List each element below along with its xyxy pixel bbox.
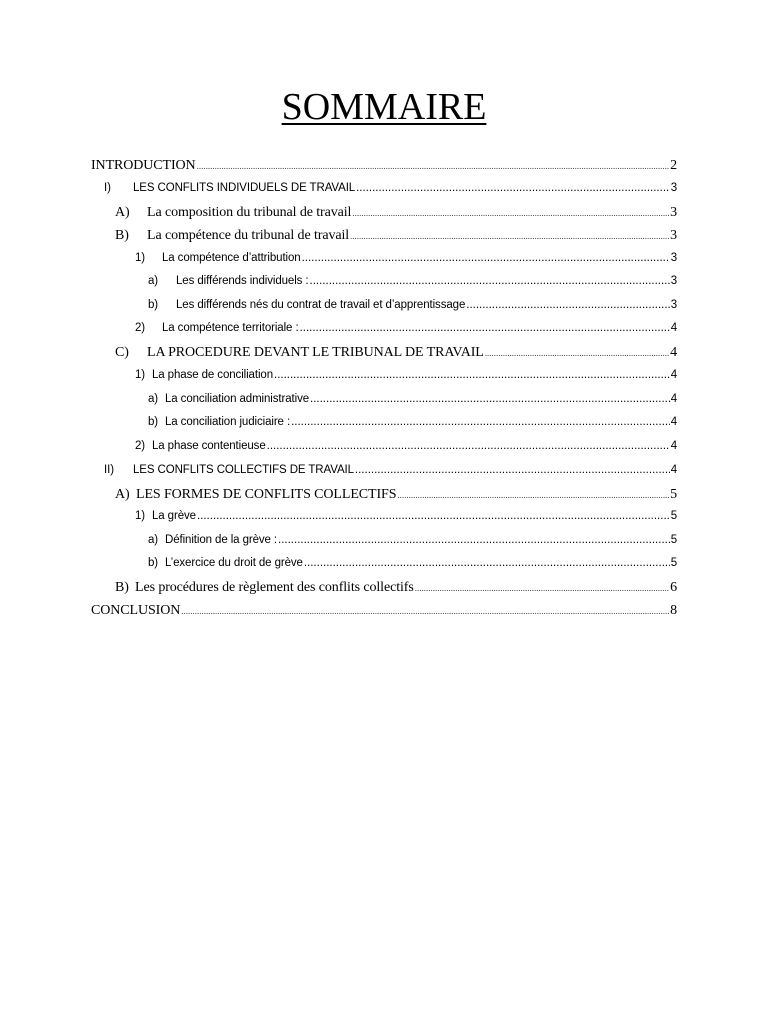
toc-entry-part-2: [104, 464, 677, 484]
toc-number: A): [115, 205, 130, 220]
dot-leader: [267, 440, 670, 452]
dot-leader: [278, 534, 670, 546]
toc-label: CONCLUSION: [91, 603, 181, 618]
toc-number: b): [148, 557, 159, 569]
toc-entry-part-1: [104, 182, 677, 202]
toc-page-number: 5: [670, 534, 677, 546]
dot-leader: [291, 416, 670, 428]
toc-number: 2): [135, 322, 146, 334]
toc-number: B): [115, 228, 129, 243]
toc-entry-item-1b1b: [148, 299, 677, 319]
dot-leader: [274, 369, 670, 381]
dot-leader: [415, 580, 669, 596]
toc-number: II): [104, 464, 114, 476]
toc-label: La conciliation administrative: [165, 393, 310, 405]
toc-entry-item-1c1b: [148, 416, 677, 436]
toc-label: La phase contentieuse: [152, 440, 266, 452]
toc-number: 1): [135, 252, 146, 264]
toc-page-number: 2: [670, 158, 677, 173]
dot-leader: [304, 557, 670, 569]
toc-number: I): [104, 182, 111, 194]
dot-leader: [350, 228, 669, 244]
dot-leader: [310, 393, 670, 405]
toc-label: LES FORMES DE CONFLITS COLLECTIFS: [136, 487, 397, 502]
toc-page-number: 5: [670, 510, 677, 522]
dot-leader: [300, 322, 670, 334]
dot-leader: [302, 252, 670, 264]
toc-page-number: 4: [670, 464, 677, 476]
toc-label: LA PROCEDURE DEVANT LE TRIBUNAL DE TRAVAIL: [147, 345, 484, 360]
toc-entry-subsection-2a1: [135, 510, 677, 530]
dot-leader: [197, 510, 670, 522]
toc-page-number: 4: [670, 345, 677, 360]
toc-number: A): [115, 487, 130, 502]
toc-page-number: 4: [670, 440, 677, 452]
toc-label: La phase de conciliation: [152, 369, 273, 381]
toc-label: La conciliation judiciaire :: [165, 416, 291, 428]
dot-leader: [356, 182, 670, 194]
toc-label: Les différends individuels :: [176, 275, 309, 287]
toc-entry-subsection-1b2: [135, 322, 677, 342]
toc-page-number: 8: [670, 603, 677, 618]
toc-page-number: 5: [670, 487, 677, 502]
toc-entry-section-1c: [115, 345, 677, 365]
toc-page-number: 3: [670, 275, 677, 287]
dot-leader: [352, 205, 669, 221]
toc-number: a): [148, 275, 159, 287]
toc-entry-section-1b: [115, 228, 677, 248]
dot-leader: [310, 275, 670, 287]
dot-leader: [485, 345, 669, 361]
toc-label: La composition du tribunal de travail: [147, 205, 352, 220]
toc-label: La compétence d’attribution: [162, 252, 301, 264]
toc-number: 2): [135, 440, 146, 452]
toc-entry-item-2a1a: [148, 534, 677, 554]
toc-page-number: 4: [670, 322, 677, 334]
dot-leader: [397, 487, 669, 503]
toc-entry-section-1a: [115, 205, 677, 225]
toc-number: B): [115, 580, 129, 595]
toc-page-number: 3: [670, 228, 677, 243]
toc-entry-item-1c1a: [148, 393, 677, 413]
toc-number: b): [148, 416, 159, 428]
dot-leader: [181, 603, 669, 619]
toc-label: L’exercice du droit de grève: [165, 557, 303, 569]
page-title: SOMMAIRE: [281, 86, 487, 128]
toc-label: La compétence du tribunal de travail: [147, 228, 350, 243]
toc-number: 1): [135, 510, 146, 522]
toc-label: LES CONFLITS INDIVIDUELS DE TRAVAIL: [133, 182, 356, 194]
toc-entry-conclusion: [91, 603, 677, 623]
toc-page-number: 6: [670, 580, 677, 595]
toc-label: Les procédures de règlement des conflits collectifs: [135, 580, 414, 595]
dot-leader: [466, 299, 669, 311]
toc-page-number: 3: [670, 182, 677, 194]
dot-leader: [355, 464, 670, 476]
toc-number: b): [148, 299, 159, 311]
toc-page-number: 3: [670, 252, 677, 264]
toc-entry-item-2a1b: [148, 557, 677, 577]
toc-label: INTRODUCTION: [91, 158, 196, 173]
toc-entry-subsection-1b1: [135, 252, 677, 272]
toc-label: La compétence territoriale :: [162, 322, 299, 334]
toc-page-number: 4: [670, 369, 677, 381]
toc-entry-introduction: [91, 158, 677, 178]
toc-page-number: 4: [670, 416, 677, 428]
toc-label: Définition de la grève :: [165, 534, 278, 546]
toc-number: a): [148, 534, 159, 546]
toc-page-number: 5: [670, 557, 677, 569]
dot-leader: [197, 158, 670, 174]
toc-page-number: 3: [670, 299, 677, 311]
toc-page-number: 3: [670, 205, 677, 220]
toc-entry-item-1b1a: [148, 275, 677, 295]
toc-label: LES CONFLITS COLLECTIFS DE TRAVAIL: [133, 464, 354, 476]
toc-entry-section-2a: [115, 487, 677, 507]
toc-entry-subsection-1c2: [135, 440, 677, 460]
toc-page-number: 4: [670, 393, 677, 405]
toc-label: La grève: [152, 510, 196, 522]
toc-number: C): [115, 345, 129, 360]
toc-number: 1): [135, 369, 146, 381]
toc-entry-section-2b: [115, 580, 677, 600]
toc-number: a): [148, 393, 159, 405]
toc-entry-subsection-1c1: [135, 369, 677, 389]
toc-label: Les différends nés du contrat de travail et d’apprentissage: [176, 299, 466, 311]
